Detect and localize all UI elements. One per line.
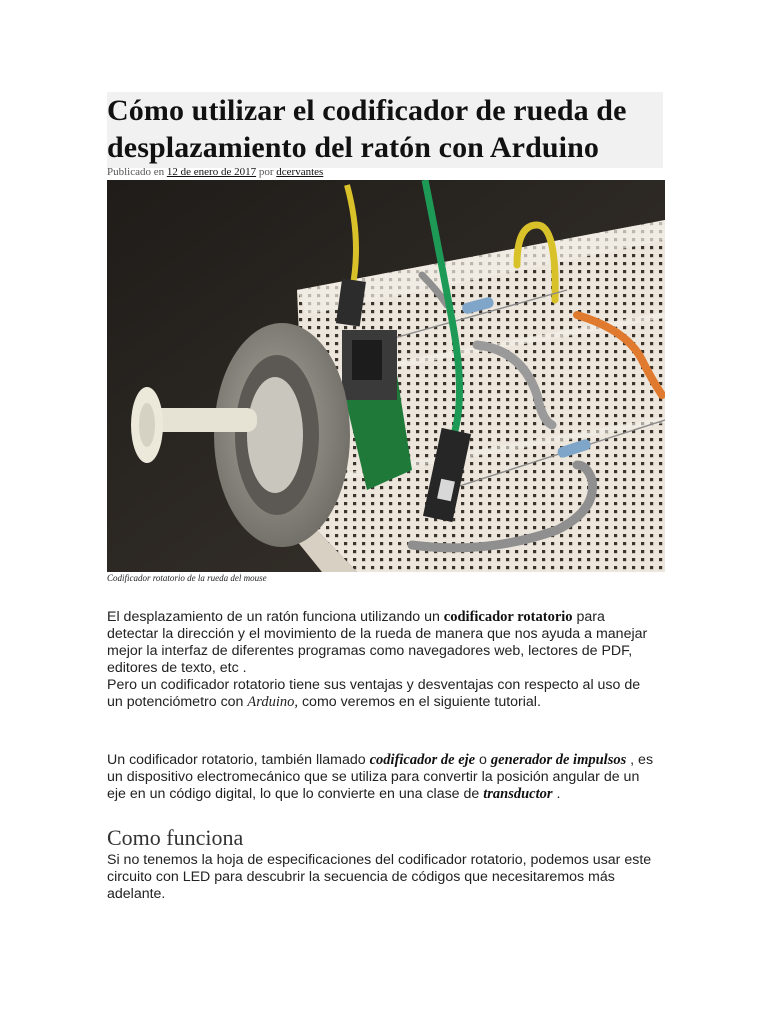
p2-term-3: transductor [483,786,553,802]
s-line-2: circuito con LED para descubrir la secuencia de códigos que necesitaremos más [107,869,615,885]
paragraph-section [107,852,667,903]
s-line-3: adelante. [107,886,166,902]
p2-text-3: , es [626,752,654,768]
p1-bold-term: codificador rotatorio [443,609,573,625]
breadboard-photo [107,180,665,572]
p2-text-2: o [475,752,491,768]
article-title [107,92,663,166]
p1-arduino: Arduino, [247,694,299,710]
author-link[interactable]: dcervantes [276,166,324,178]
p1-line-6a: un potenciómetro con [107,694,248,710]
title-line-1: Cómo utilizar el codificador de rueda de [107,94,627,127]
paragraph-intro [107,609,667,711]
p2-line-3b: . [552,786,561,802]
section-heading: Como funciona [107,825,244,850]
s-line-1: Si no tenemos la hoja de especificaciones del codificador rotatorio, podemos usar este [107,852,652,868]
p2-term-1: codificador de eje [369,752,476,768]
p2-line-2: un dispositivo electromecánico que se utiliza para convertir la posición angular de un [107,769,640,785]
paragraph-definition [107,752,667,803]
title-line-2: desplazamiento del ratón con Arduino [107,131,599,164]
p1-text-2: para [572,609,605,625]
p1-line-3: mejor la interfaz de diferentes programas como navegadores web, lectores de PDF, [107,643,633,659]
byline-prefix: Publicado en [107,166,165,178]
byline-by: por [258,166,274,178]
p1-line-6b: como veremos en el siguiente tutorial. [298,694,541,710]
date-link[interactable]: 12 de enero de 2017 [166,166,257,178]
p2-term-2: generador de impulsos [490,752,627,768]
p2-line-3a: eje en un código digital, lo que lo convierte en una clase de [107,786,484,802]
title-block [107,92,663,168]
p1-line-4: editores de texto, etc . [107,660,247,676]
figure-caption: Codificador rotatorio de la rueda del mouse [107,573,267,583]
p2-text-1: Un codificador rotatorio, también llamado [107,752,370,768]
p1-line-5: Pero un codificador rotatorio tiene sus ventajas y desventajas con respecto al uso de [107,677,641,693]
byline [107,166,323,178]
p1-line-2: detectar la dirección y el movimiento de la rueda de manera que nos ayuda a manejar [107,626,648,642]
p1-text-1: El desplazamiento de un ratón funciona utilizando un [107,609,444,625]
